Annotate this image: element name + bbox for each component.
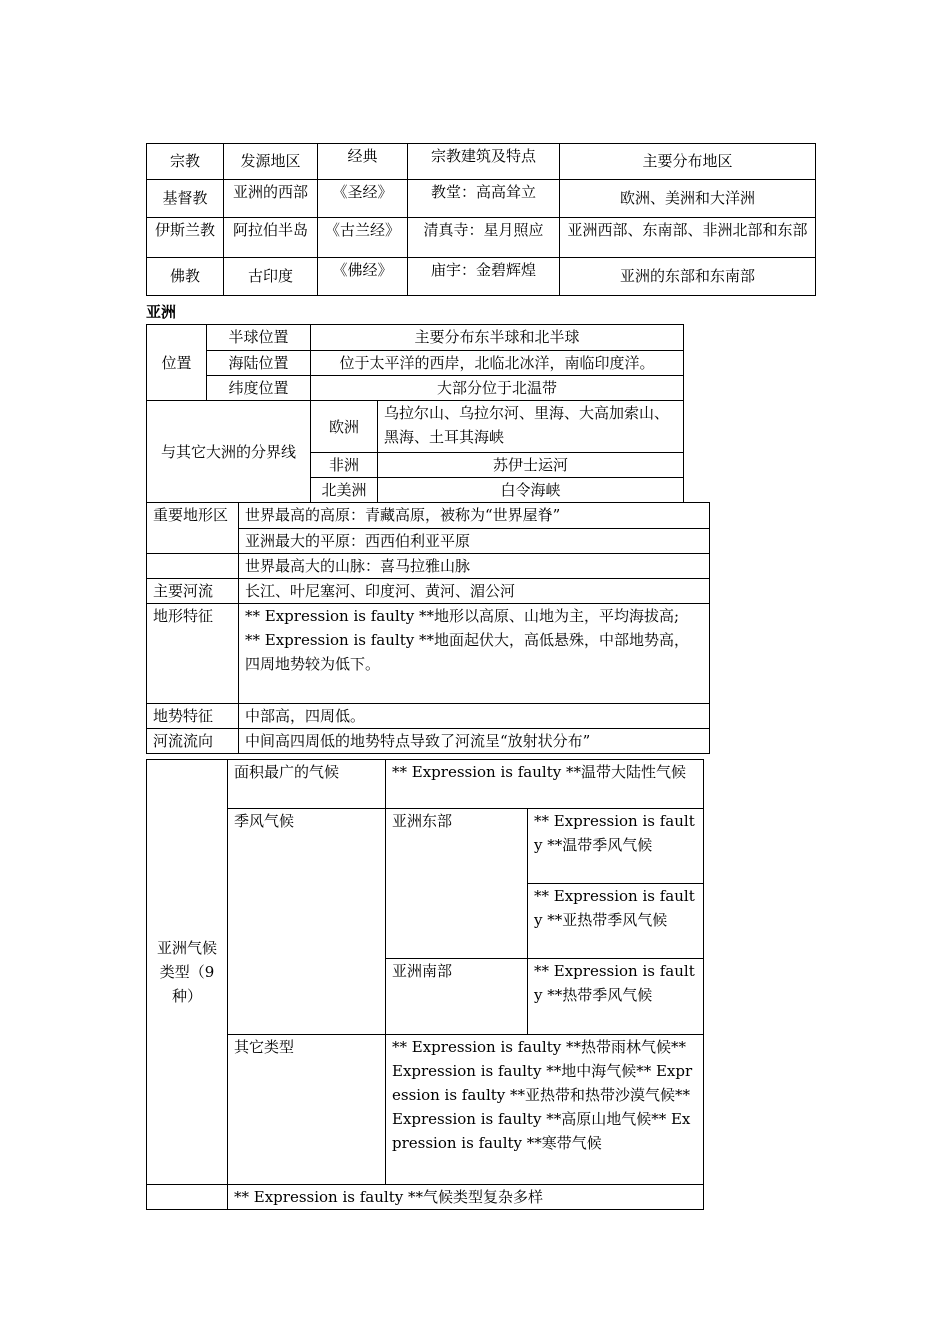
landform-line: ** Expression is faulty **地形以高原、山地为主，平均海拔高; — [245, 607, 680, 625]
region-item: 世界最高的高原：青藏高原，被称为“世界屋脊” — [239, 503, 710, 529]
location-table — [146, 324, 684, 503]
cell-scripture: 《佛经》 — [318, 258, 408, 296]
religion-table — [146, 143, 816, 296]
boundary-europe-label: 欧洲 — [311, 401, 378, 453]
header-building: 宗教建筑及特点 — [408, 144, 560, 180]
relief-value: 中部高，四周低。 — [239, 704, 710, 729]
cell-religion: 伊斯兰教 — [147, 218, 224, 258]
cell-religion: 佛教 — [147, 258, 224, 296]
boundary-north-america-value: 白令海峡 — [378, 478, 684, 503]
flow-value: 中间高四周低的地势特点导致了河流呈“放射状分布” — [239, 729, 710, 754]
religion-header-row — [147, 144, 816, 180]
hemisphere-label: 半球位置 — [207, 325, 311, 351]
cell-building: 清真寺：星月照应 — [408, 218, 560, 258]
cell-distribution: 亚洲西部、东南部、非洲北部和东部 — [560, 218, 816, 258]
cell-building: 庙宇：金碧辉煌 — [408, 258, 560, 296]
climate-types-label: 亚洲气候类型（9种） — [147, 760, 228, 1185]
position-label: 位置 — [147, 325, 207, 401]
climate-summary: ** Expression is faulty **气候类型复杂多样 — [228, 1185, 704, 1210]
other-types-label: 其它类型 — [228, 1035, 386, 1185]
flow-label: 河流流向 — [147, 729, 239, 754]
boundary-north-america-label: 北美洲 — [311, 478, 378, 503]
latitude-label: 纬度位置 — [207, 376, 311, 401]
other-types-value: ** Expression is faulty **热带雨林气候** Expression is faulty **地中海气候** Expression is faulty **亚热带和热带沙漠气候** Expression is faulty **高原山地气候** Expression is faulty **寒带气候 — [386, 1035, 704, 1185]
east-asia-label: 亚洲东部 — [386, 809, 528, 959]
cell-scripture: 《古兰经》 — [318, 218, 408, 258]
cell-distribution: 欧洲、美洲和大洋洲 — [560, 180, 816, 218]
rivers-label: 主要河流 — [147, 579, 239, 604]
east-climate-value: ** Expression is faulty **温带季风气候 — [528, 809, 704, 884]
table-row — [147, 180, 816, 218]
largest-climate-value: ** Expression is faulty **温带大陆性气候 — [386, 760, 704, 809]
cell-origin: 阿拉伯半岛 — [224, 218, 318, 258]
south-asia-label: 亚洲南部 — [386, 959, 528, 1035]
header-distribution: 主要分布地区 — [560, 144, 816, 180]
monsoon-label: 季风气候 — [228, 809, 386, 1035]
header-scripture: 经典 — [318, 144, 408, 180]
largest-climate-label: 面积最广的气候 — [228, 760, 386, 809]
regions-label: 重要地形区 — [147, 503, 239, 554]
sea-land-label: 海陆位置 — [207, 351, 311, 376]
cell-distribution: 亚洲的东部和东南部 — [560, 258, 816, 296]
climate-table — [146, 759, 704, 1210]
boundary-africa-label: 非洲 — [311, 453, 378, 478]
section-title: 亚洲 — [146, 303, 177, 321]
table-row — [147, 258, 816, 296]
boundary-africa-value: 苏伊士运河 — [378, 453, 684, 478]
hemisphere-value: 主要分布东半球和北半球 — [311, 325, 684, 351]
landform-label: 地形特征 — [147, 604, 239, 704]
cell-origin: 古印度 — [224, 258, 318, 296]
table-row — [147, 218, 816, 258]
relief-label: 地势特征 — [147, 704, 239, 729]
sea-land-value: 位于太平洋的西岸，北临北冰洋，南临印度洋。 — [311, 351, 684, 376]
cell-scripture: 《圣经》 — [318, 180, 408, 218]
region-item: 亚洲最大的平原：西西伯利亚平原 — [239, 529, 710, 554]
landform-line: ** Expression is faulty **地面起伏大，高低悬殊，中部地势高，四周地势较为低下。 — [245, 631, 689, 673]
east-climate-value: ** Expression is faulty **亚热带季风气候 — [528, 884, 704, 959]
header-origin: 发源地区 — [224, 144, 318, 180]
region-item: 世界最高大的山脉：喜马拉雅山脉 — [239, 554, 710, 579]
cell-origin: 亚洲的西部 — [224, 180, 318, 218]
terrain-table — [146, 502, 710, 754]
boundary-europe-value: 乌拉尔山、乌拉尔河、里海、大高加索山、黑海、土耳其海峡 — [378, 401, 684, 453]
south-climate-value: ** Expression is faulty **热带季风气候 — [528, 959, 704, 1035]
header-religion: 宗教 — [147, 144, 224, 180]
rivers-value: 长江、叶尼塞河、印度河、黄河、湄公河 — [239, 579, 710, 604]
latitude-value: 大部分位于北温带 — [311, 376, 684, 401]
cell-religion: 基督教 — [147, 180, 224, 218]
boundary-label: 与其它大洲的分界线 — [147, 401, 311, 503]
landform-value — [239, 604, 710, 704]
cell-building: 教堂：高高耸立 — [408, 180, 560, 218]
